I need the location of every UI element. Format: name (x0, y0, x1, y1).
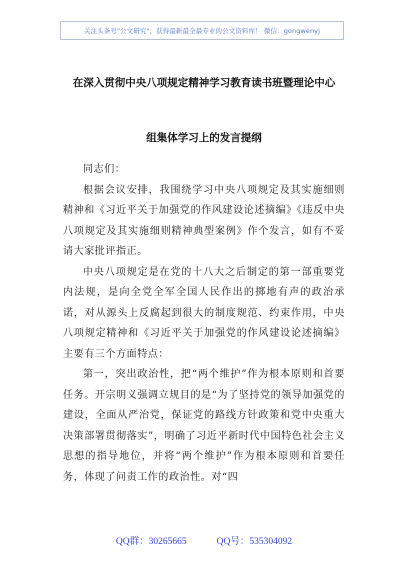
document-title-line-2: 组集体学习上的发言提纲 (146, 132, 262, 144)
qq-number-text: QQ号：535304092 (216, 537, 293, 547)
header-banner (60, 21, 344, 40)
regulation-paragraph: 中央八项规定是在党的十八大之后制定的第一部重要党内法规，是向全党全军全国人民作出的掷地有声的政治承诺，对从源头上反腐起到很大的制度规范、约束作用，中央八项规定精神和《习近平关于加强党的作风建设论述摘编》主要有三个方面特点： (63, 266, 345, 360)
document-title-line-1: 在深入贯彻中央八项规定精神学习教育读书班暨理论中心 (72, 77, 336, 89)
intro-paragraph: 根据会议安排，我围绕学习中央八项规定及其实施细则精神和《习近平关于加强党的作风建设论述摘编》《违反中央八项规定及其实施细则精神典型案例》作个发言，如有不妥请大家批评指正。 (63, 184, 345, 257)
header-banner-text: 关注头条号"公文研究"，获得最新最全最专业的公文资料库！ 微信：gongwenyj (83, 27, 321, 35)
first-point-paragraph: 第一，突出政治性，把“两个维护”作为根本原则和首要任务。开宗明义强调立规目的是“为了坚持党的领导加强党的建设，全面从严治党，保证党的路线方针政策和党中央重大决策部署贯彻落实”，明确了习近平新时代中国特色社会主义思想的指导地位，并将“两个维护”作为根本原则和首要任务，体现了问责工作的政治性。对“四 (63, 369, 345, 483)
footer-contact (0, 533, 408, 547)
salutation-paragraph: 同志们： (83, 164, 126, 175)
document-body (63, 160, 345, 488)
qq-group-text: QQ群：30265665 (115, 537, 187, 547)
